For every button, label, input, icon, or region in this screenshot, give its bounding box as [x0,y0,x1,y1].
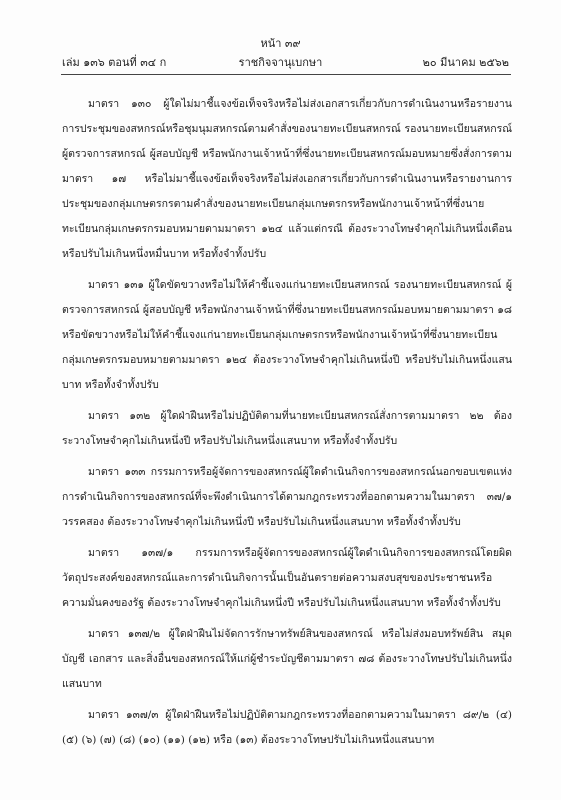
document-body [62,92,512,759]
section-137-1: มาตรา ๑๓๗/๑ กรรมการหรือผู้จัดการของสหกรณ์ผู้ใดดำเนินกิจการของสหกรณ์โดยผิดวัตถุประสงค์ของสหกรณ์และการดำเนินกิจการนั้นเป็นอันตรายต่อความสงบสุขของประชาชนหรือความมั่นคงของรัฐ ต้องระวางโทษจำคุกไม่เกินหนึ่งปี หรือปรับไม่เกินหนึ่งแสนบาท หรือทั้งจำทั้งปรับ [62,547,512,609]
section-130: มาตรา ๑๓๐ ผู้ใดไม่มาชี้แจงข้อเท็จจริงหรือไม่ส่งเอกสารเกี่ยวกับการดำเนินงานหรือรายงานการประชุมของสหกรณ์หรือชุมนุมสหกรณ์ตามคำสั่งของนายทะเบียนสหกรณ์ รองนายทะเบียนสหกรณ์ ผู้ตรวจการสหกรณ์ ผู้สอบบัญชี หรือพนักงานเจ้าหน้าที่ซึ่งนายทะเบียนสหกรณ์มอบหมายซึ่งสั่งการตามมาตรา ๑๗ หรือไม่มาชี้แจงข้อเท็จจริงหรือไม่ส่งเอกสารเกี่ยวกับการดำเนินงานหรือรายงานการประชุมของกลุ่มเกษตรกรตามคำสั่งของนายทะเบียนกลุ่มเกษตรกรหรือพนักงานเจ้าหน้าที่ซึ่งนายทะเบียนกลุ่มเกษตรกรมอบหมายตามมาตรา ๑๒๔ แล้วแต่กรณี ต้องระวางโทษจำคุกไม่เกินหนึ่งเดือน หรือปรับไม่เกินหนึ่งหมื่นบาท หรือทั้งจำทั้งปรับ [62,98,512,260]
section-137-3: มาตรา ๑๓๗/๓ ผู้ใดฝ่าฝืนหรือไม่ปฏิบัติตามกฎกระทรวงที่ออกตามความในมาตรา ๘๙/๒ (๔) (๕) (๖) (๗) (๘) (๑๐) (๑๑) (๑๒) หรือ (๑๓) ต้องระวางโทษปรับไม่เกินหนึ่งแสนบาท [62,709,512,746]
volume-issue: เล่ม ๑๓๖ ตอนที่ ๓๔ ก [62,56,167,69]
header-divider [61,74,511,75]
publication-date: ๒๐ มีนาคม ๒๕๖๒ [422,56,509,69]
section-133: มาตรา ๑๓๓ กรรมการหรือผู้จัดการของสหกรณ์ผู้ใดดำเนินกิจการของสหกรณ์นอกขอบเขตแห่งการดำเนินกิจการของสหกรณ์ที่จะพึงดำเนินการได้ตามกฎกระทรวงที่ออกตามความในมาตรา ๓๗/๑ วรรคสอง ต้องระวางโทษจำคุกไม่เกินหนึ่งปี หรือปรับไม่เกินหนึ่งแสนบาท หรือทั้งจำทั้งปรับ [62,466,512,528]
section-137-2: มาตรา ๑๓๗/๒ ผู้ใดฝ่าฝืนไม่จัดการรักษาทรัพย์สินของสหกรณ์ หรือไม่ส่งมอบทรัพย์สิน สมุดบัญชี เอกสาร และสิ่งอื่นของสหกรณ์ให้แก่ผู้ชำระบัญชีตามมาตรา ๗๘ ต้องระวางโทษปรับไม่เกินหนึ่งแสนบาท [62,628,512,690]
section-131: มาตรา ๑๓๑ ผู้ใดขัดขวางหรือไม่ให้คำชี้แจงแก่นายทะเบียนสหกรณ์ รองนายทะเบียนสหกรณ์ ผู้ตรวจการสหกรณ์ ผู้สอบบัญชี หรือพนักงานเจ้าหน้าที่ซึ่งนายทะเบียนสหกรณ์มอบหมายตามมาตรา ๑๘ หรือขัดขวางหรือไม่ให้คำชี้แจงแก่นายทะเบียนกลุ่มเกษตรกรหรือพนักงานเจ้าหน้าที่ซึ่งนายทะเบียนกลุ่มเกษตรกรมอบหมายตามมาตรา ๑๒๔ ต้องระวางโทษจำคุกไม่เกินหนึ่งปี หรือปรับไม่เกินหนึ่งแสนบาท หรือทั้งจำทั้งปรับ [62,279,512,391]
page-number: หน้า ๓๙ [260,37,301,50]
publication-title: ราชกิจจานุเบกษา [238,56,323,69]
section-132: มาตรา ๑๓๒ ผู้ใดฝ่าฝืนหรือไม่ปฏิบัติตามที่นายทะเบียนสหกรณ์สั่งการตามมาตรา ๒๒ ต้องระวางโทษจำคุกไม่เกินหนึ่งปี หรือปรับไม่เกินหนึ่งแสนบาท หรือทั้งจำทั้งปรับ [62,410,512,447]
